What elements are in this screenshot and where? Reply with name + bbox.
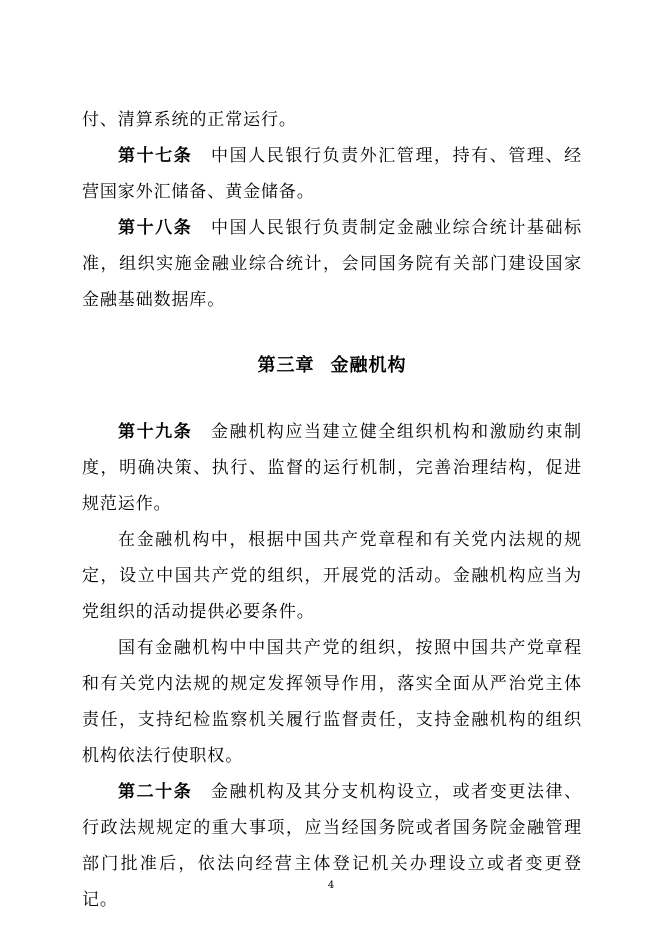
- article-19: [82, 414, 582, 522]
- article-17-text: 中国人民银行负责外汇管理，持有、管理、经营国家外汇储备、黄金储备。: [82, 146, 583, 202]
- chapter-number: 第三章: [257, 355, 315, 376]
- chapter-title: 金融机构: [330, 355, 407, 376]
- document-body: [82, 102, 582, 918]
- paragraph-party-organization: 在金融机构中，根据中国共产党章程和有关党内法规的规定，设立中国共产党的组织，开展党的活动。金融机构应当为党组织的活动提供必要条件。: [82, 530, 582, 622]
- article-17: [82, 138, 582, 210]
- article-20-text: 金融机构及其分支机构设立，或者变更法律、行政法规规定的重大事项，应当经国务院或者国务院金融管理部门批准后，依法向经营主体登记机关办理设立或者变更登记。: [82, 782, 583, 910]
- paragraph-continuation: 付、清算系统的正常运行。: [82, 110, 297, 130]
- article-18: [82, 210, 582, 318]
- article-19-number: 第十九条: [118, 422, 193, 442]
- article-17-number: 第十七条: [118, 146, 193, 166]
- article-20: [82, 774, 582, 918]
- chapter-heading: [82, 348, 582, 384]
- article-18-text: 中国人民银行负责制定金融业综合统计基础标准，组织实施金融业综合统计，会同国务院有关部门建设国家金融基础数据库。: [82, 218, 583, 310]
- page-number: 4: [327, 880, 335, 891]
- paragraph-state-owned-institutions: 国有金融机构中中国共产党的组织，按照中国共产党章程和有关党内法规的规定发挥领导作用，落实全面从严治党主体责任，支持纪检监察机关履行监督责任，支持金融机构的组织机构依法行使职权。: [82, 638, 582, 766]
- article-18-number: 第十八条: [118, 218, 193, 238]
- article-20-number: 第二十条: [118, 782, 193, 802]
- article-19-text: 金融机构应当建立健全组织机构和激励约束制度，明确决策、执行、监督的运行机制，完善治理结构，促进规范运作。: [82, 422, 583, 514]
